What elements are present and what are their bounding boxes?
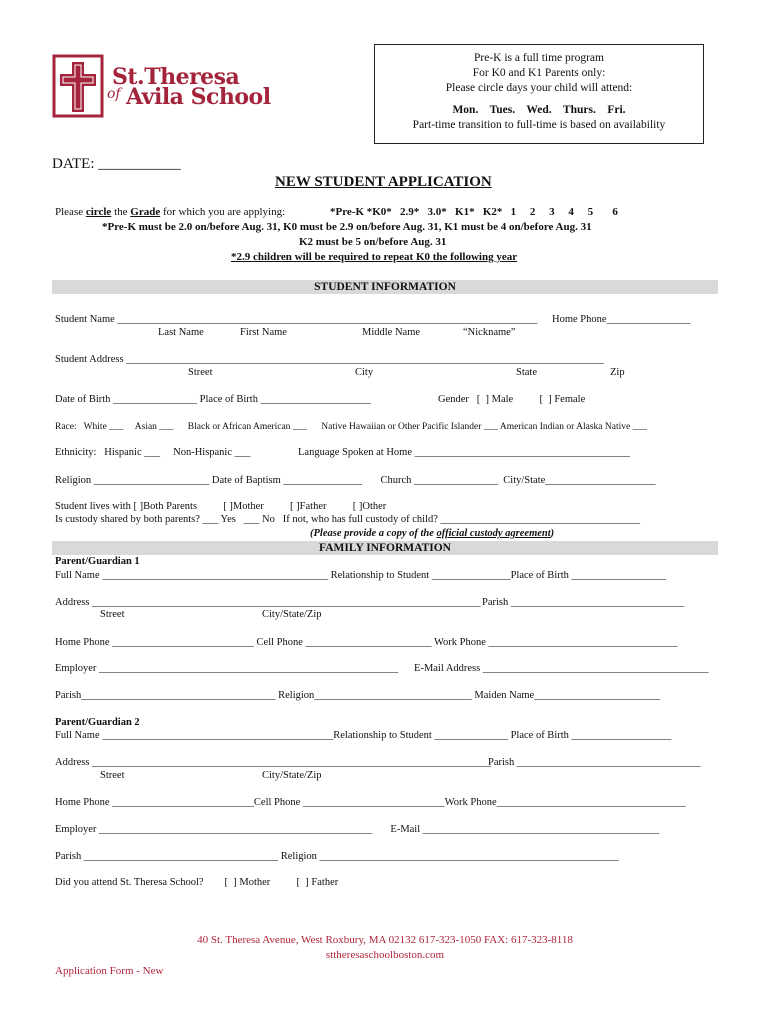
footer-website: sttheresaschoolboston.com bbox=[325, 949, 445, 961]
guardian2-address-field[interactable]: Address ____________________________________________________________________________ bbox=[55, 757, 492, 768]
race-field[interactable]: Race: White ___ Asian ___ Black or African American ___ Native Hawaiian or Other Pacific Islander ___ American Indian or Alaska Native ___ bbox=[55, 422, 647, 432]
guardian1-parish-field[interactable]: Parish _________________________________ bbox=[482, 597, 685, 608]
custody-note-emphasis: official custody agreement bbox=[436, 528, 551, 539]
logo-line-2: Avila School bbox=[126, 84, 271, 110]
label-city: City bbox=[355, 367, 374, 378]
footer-address: 40 St. Theresa Avenue, West Roxbury, MA 02132 617-323-1050 FAX: 617-323-8118 bbox=[197, 934, 573, 946]
student-address-field[interactable]: Student Address ___________________________________________________________________________________________ bbox=[55, 354, 604, 365]
label-middle-name: Middle Name bbox=[362, 327, 421, 338]
grade-note-1: *Pre-K must be 2.0 on/before Aug. 31, K0 must be 2.9 on/before Aug. 31, K1 must be 4 on/before Aug. 31 bbox=[102, 221, 592, 233]
grade-note-2: K2 must be 5 on/before Aug. 31 bbox=[299, 236, 447, 248]
page-title: NEW STUDENT APPLICATION bbox=[275, 174, 492, 190]
guardian2-label-city: City/State/Zip bbox=[262, 770, 322, 781]
guardian1-employer-field[interactable]: Employer _________________________________________________________ E-Mail Address ___________________________________________ bbox=[55, 663, 709, 674]
cross-emblem-icon bbox=[52, 54, 104, 118]
student-name-field[interactable]: Student Name ________________________________________________________________________________ bbox=[55, 314, 538, 325]
footer-form-name: Application Form - New bbox=[55, 965, 164, 977]
custody-field[interactable]: Is custody shared by both parents? ___ Yes ___ No If not, who has full custody of child? ______________________________________ bbox=[55, 514, 641, 525]
label-first-name: First Name bbox=[240, 327, 287, 338]
guardian2-employer-field[interactable]: Employer ____________________________________________________ E-Mail _____________________________________________ bbox=[55, 824, 660, 835]
guardian1-label-street: Street bbox=[100, 609, 125, 620]
label-zip: Zip bbox=[610, 367, 625, 378]
religion-field[interactable]: Religion ______________________ Date of Baptism _______________ Church ________________ City/State_____________________ bbox=[55, 475, 656, 486]
label-nickname: “Nickname” bbox=[463, 327, 516, 338]
logo-line-1: St.Theresa bbox=[112, 64, 240, 90]
guardian1-phones-field[interactable]: Home Phone ___________________________ Cell Phone ________________________ Work Phone ____________________________________ bbox=[55, 637, 678, 648]
guardian1-label-city: City/State/Zip bbox=[262, 609, 322, 620]
grade-note-3: *2.9 children will be required to repeat K0 the following year bbox=[231, 251, 518, 263]
guardian2-parish-field[interactable]: Parish ___________________________________ bbox=[488, 757, 701, 768]
grade-options[interactable]: *Pre-K *K0* 2.9* 3.0* K1* K2* 1 2 3 4 5 6 bbox=[330, 206, 618, 218]
ethnicity-field[interactable]: Ethnicity: Hispanic ___ Non-Hispanic ___ bbox=[55, 447, 251, 458]
guardian2-heading: Parent/Guardian 2 bbox=[55, 717, 140, 728]
logo-of: of bbox=[107, 86, 121, 102]
guardian1-address-field[interactable]: Address __________________________________________________________________________ bbox=[55, 597, 481, 608]
family-section-header: FAMILY INFORMATION bbox=[52, 541, 718, 555]
guardian2-fullname-field[interactable]: Full Name ____________________________________________Relationship to Student ______________ Place of Birth ___________________ bbox=[55, 730, 672, 741]
attended-field[interactable]: Did you attend St. Theresa School? [ ] Mother [ ] Father bbox=[55, 877, 339, 888]
dob-field[interactable]: Date of Birth ________________ Place of Birth _____________________ bbox=[55, 394, 371, 405]
grade-prompt: Please circle the Grade for which you are applying: bbox=[55, 206, 286, 218]
label-last-name: Last Name bbox=[158, 327, 204, 338]
guardian1-fullname-field[interactable]: Full Name ___________________________________________ Relationship to Student _______________Place of Birth __________________ bbox=[55, 570, 667, 581]
date-field[interactable]: DATE: ___________ bbox=[52, 156, 181, 172]
label-street: Street bbox=[188, 367, 213, 378]
gender-field[interactable]: Gender [ ] Male [ ] Female bbox=[438, 394, 586, 405]
info-line-1: Pre-K is a full time program bbox=[474, 52, 604, 64]
lives-with-field[interactable]: Student lives with [ ]Both Parents [ ]Mother [ ]Father [ ]Other bbox=[55, 501, 387, 512]
prek-info-box bbox=[374, 44, 704, 144]
language-field[interactable]: Language Spoken at Home _________________________________________ bbox=[298, 447, 630, 458]
guardian2-label-street: Street bbox=[100, 770, 125, 781]
guardian2-phones-field[interactable]: Home Phone ___________________________Cell Phone ___________________________Work Phone____________________________________ bbox=[55, 797, 686, 808]
info-line-5: Part-time transition to full-time is based on availability bbox=[412, 119, 666, 131]
info-line-2: For K0 and K1 Parents only: bbox=[472, 67, 606, 79]
student-section-header: STUDENT INFORMATION bbox=[52, 280, 718, 294]
info-line-3: Please circle days your child will attend: bbox=[445, 82, 633, 94]
guardian1-heading: Parent/Guardian 1 bbox=[55, 556, 140, 567]
guardian2-parish-row[interactable]: Parish _____________________________________ Religion _________________________________________________________ bbox=[55, 851, 619, 862]
label-state: State bbox=[516, 367, 537, 378]
info-days: Mon. Tues. Wed. Thurs. Fri. bbox=[452, 104, 626, 116]
home-phone-field[interactable]: Home Phone________________ bbox=[552, 314, 691, 325]
custody-note: (Please provide a copy of the official custody agreement) bbox=[310, 528, 555, 539]
guardian1-parish-row[interactable]: Parish_____________________________________ Religion______________________________ Maiden Name________________________ bbox=[55, 690, 661, 701]
